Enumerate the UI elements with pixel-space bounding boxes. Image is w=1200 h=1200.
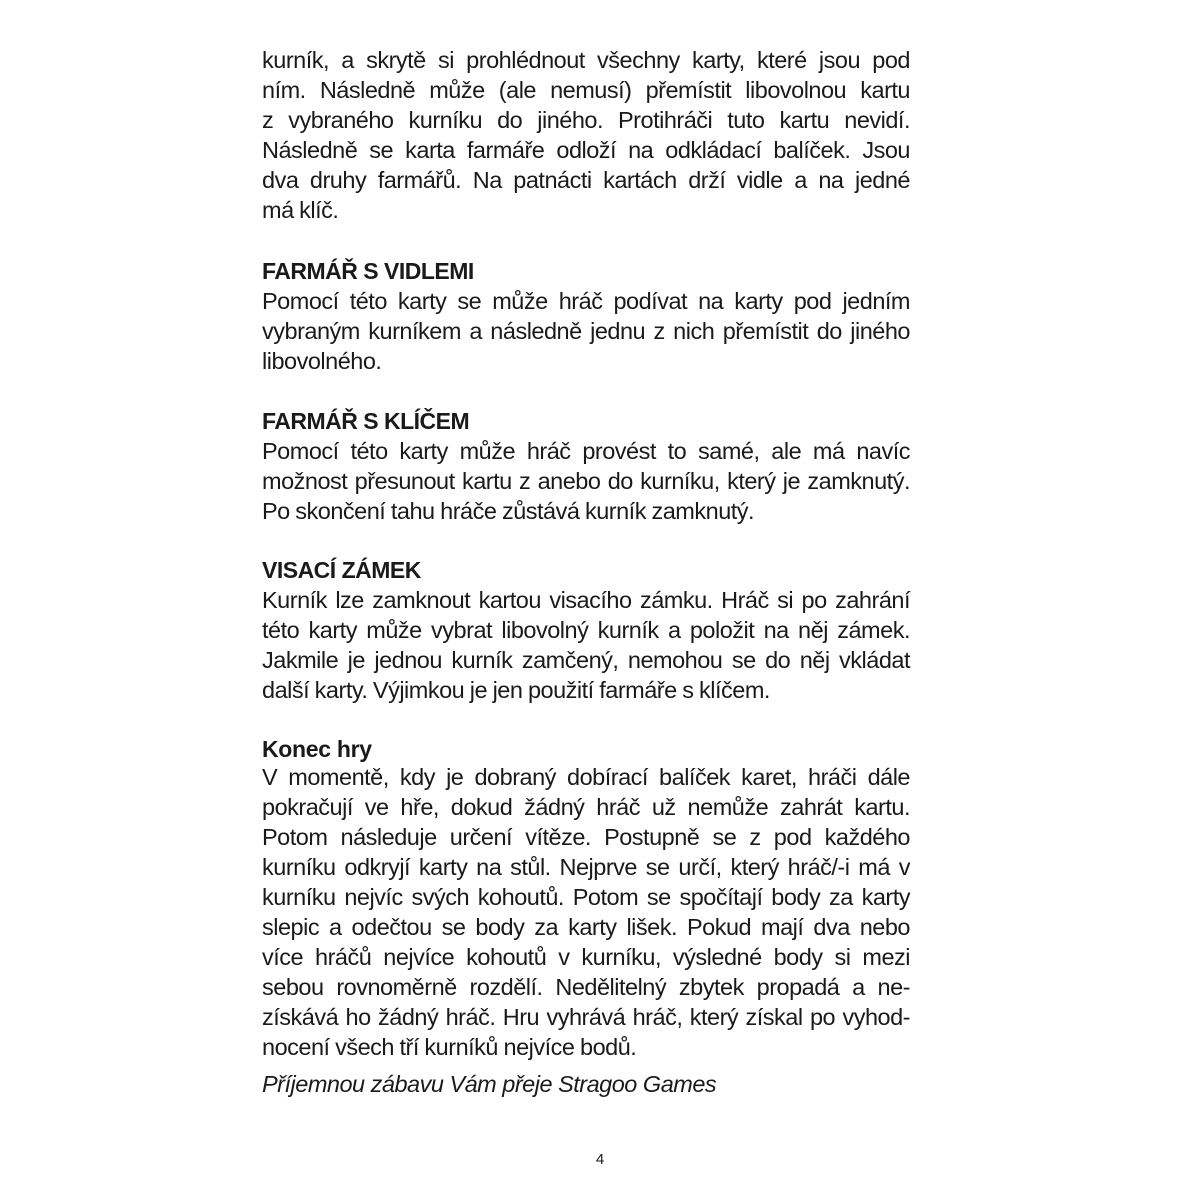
paragraph-line: dva druhy farmářů. Na patnácti kartách drží vidle a na jedné (262, 167, 910, 193)
paragraph-line: Pomocí této karty se může hráč podívat na karty pod jedním (262, 288, 910, 314)
paragraph-line: možnost přesunout kartu z anebo do kurníku, který je zamknutý. (262, 468, 910, 494)
section-paragraph-konec-hry (262, 762, 910, 1062)
paragraph-line: Následně se karta farmáře odloží na odkládací balíček. Jsou (262, 137, 910, 163)
paragraph-line: kurníku odkryjí karty na stůl. Nejprve se určí, který hráč/-i má v (262, 854, 910, 880)
paragraph-line: získává ho žádný hráč. Hru vyhrává hráč, který získal po vyhod- (262, 1004, 910, 1030)
paragraph-line: kurníku nejvíc svých kohoutů. Potom se spočítají body za karty (262, 884, 910, 910)
section-paragraph-farmar-s-klicem (262, 436, 910, 526)
paragraph-line: sebou rovnoměrně rozdělí. Nedělitelný zbytek propadá a ne- (262, 974, 910, 1000)
paragraph-line: V momentě, kdy je dobraný dobírací balíček karet, hráči dále (262, 764, 910, 790)
paragraph-line: této karty může vybrat libovolný kurník a položit na něj zámek. (262, 617, 910, 643)
paragraph-line: nocení všech tří kurníků nejvíce bodů. (262, 1034, 637, 1060)
section-heading-farmar-s-vidlemi: FARMÁŘ S VIDLEMI (262, 258, 474, 284)
section-heading-konec-hry: Konec hry (262, 736, 372, 762)
paragraph-line: Potom následuje určení vítěze. Postupně se z pod každého (262, 824, 910, 850)
section-heading-visaci-zamek: VISACÍ ZÁMEK (262, 557, 421, 583)
closing-signature: Příjemnou zábavu Vám přeje Stragoo Games (262, 1071, 717, 1097)
paragraph-line: pokračují ve hře, dokud žádný hráč už nemůže zahrát kartu. (262, 794, 910, 820)
paragraph-line: Kurník lze zamknout kartou visacího zámku. Hráč si po zahrání (262, 587, 910, 613)
paragraph-line: Jakmile je jednou kurník zamčený, nemohou se do něj vkládat (262, 647, 910, 673)
paragraph-line: více hráčů nejvíce kohoutů v kurníku, výsledné body si mezi (262, 944, 910, 970)
page-number: 4 (595, 1151, 605, 1168)
paragraph-line: Po skončení tahu hráče zůstává kurník zamknutý. (262, 498, 755, 524)
paragraph-line: další karty. Výjimkou je jen použití farmáře s klíčem. (262, 677, 770, 703)
section-paragraph-visaci-zamek (262, 585, 910, 705)
paragraph-line: Pomocí této karty může hráč provést to samé, ale má navíc (262, 438, 910, 464)
paragraph-line: z vybraného kurníku do jiného. Protihráči tuto kartu nevidí. (262, 107, 910, 133)
paragraph-line: kurník, a skrytě si prohlédnout všechny karty, které jsou pod (262, 47, 910, 73)
paragraph-line: libovolného. (262, 348, 382, 374)
intro-paragraph (262, 45, 910, 225)
section-heading-farmar-s-klicem: FARMÁŘ S KLÍČEM (262, 408, 470, 434)
paragraph-line: ním. Následně může (ale nemusí) přemístit libovolnou kartu (262, 77, 910, 103)
paragraph-line: slepic a odečtou se body za karty lišek. Pokud mají dva nebo (262, 914, 910, 940)
paragraph-line: má klíč. (262, 197, 339, 223)
section-paragraph-farmar-s-vidlemi (262, 286, 910, 376)
paragraph-line: vybraným kurníkem a následně jednu z nich přemístit do jiného (262, 318, 910, 344)
